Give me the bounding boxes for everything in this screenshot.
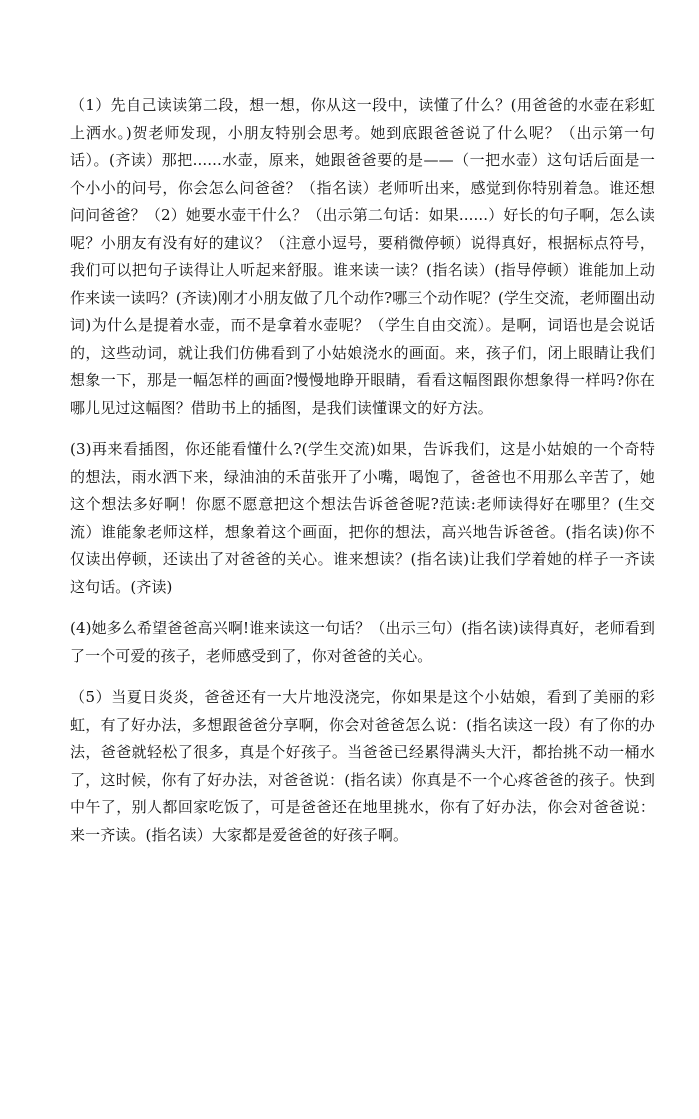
paragraph-1: （1）先自己读读第二段，想一想，你从这一段中，读懂了什么？(用爸爸的水壶在彩虹上洒水。)贺老师发现，小朋友特别会思考。她到底跟爸爸说了什么呢？（出示第一句话）。(齐读）那把......水壶，原来，她跟爸爸要的是——（一把水壶）这句话后面是一个小小的问号，你会怎么问爸爸？（指名读）老师听出来，感觉到你特别着急。谁还想问问爸爸？（2）她要水壶干什么？（出示第二句话：如果......）好长的句子啊，怎么读呢？小朋友有没有好的建议？（注意小逗号，要稍微停顿）说得真好，根据标点符号，我们可以把句子读得让人听起来舒服。谁来读一读？(指名读）(指导停顿）谁能加上动作来读一读吗？(齐读)刚才小朋友做了几个动作?哪三个动作呢？(学生交流，老师圈出动词)为什么是提着水壶，而不是拿着水壶呢？（学生自由交流）。是啊，词语也是会说话的，这些动词，就让我们仿佛看到了小姑娘浇水的画面。来，孩子们，闭上眼睛让我们想象一下，那是一幅怎样的画面?慢慢地睁开眼睛，看看这幅图跟你想象得一样吗?你在哪儿见过这幅图？借助书上的插图，是我们读懂课文的好方法。 [70, 96, 655, 417]
paragraph-4: （5）当夏日炎炎，爸爸还有一大片地没浇完，你如果是这个小姑娘，看到了美丽的彩虹，有了好办法，多想跟爸爸分享啊，你会对爸爸怎么说：(指名读这一段）有了你的办法，爸爸就轻松了很多，真是个好孩子。当爸爸已经累得满头大汗，都抬挑不动一桶水了，这时候，你有了好办法，对爸爸说：(指名读）你真是不一个心疼爸爸的孩子。快到中午了，别人都回家吃饭了，可是爸爸还在地里挑水，你有了好办法，你会对爸爸说：来一齐读。(指名读）大家都是爱爸爸的好孩子啊。 [70, 688, 655, 844]
paragraph-2: (3)再来看插图，你还能看懂什么?(学生交流)如果，告诉我们，这是小姑娘的一个奇特的想法，雨水洒下来，绿油油的禾苗张开了小嘴，喝饱了，爸爸也不用那么辛苦了，她这个想法多好啊！你愿不愿意把这个想法告诉爸爸呢?范读:老师读得好在哪里？(生交流）谁能象老师这样，想象着这个画面，把你的想法，高兴地告诉爸爸。(指名读)你不仅读出停顿，还读出了对爸爸的关心。谁来想读？(指名读)让我们学着她的样子一齐读这句话。(齐读) [70, 440, 655, 596]
paragraph-3: (4)她多么希望爸爸高兴啊!谁来读这一句话？（出示三句）(指名读)读得真好，老师看到了一个可爱的孩子，老师感受到了，你对爸爸的关心。 [70, 619, 655, 665]
